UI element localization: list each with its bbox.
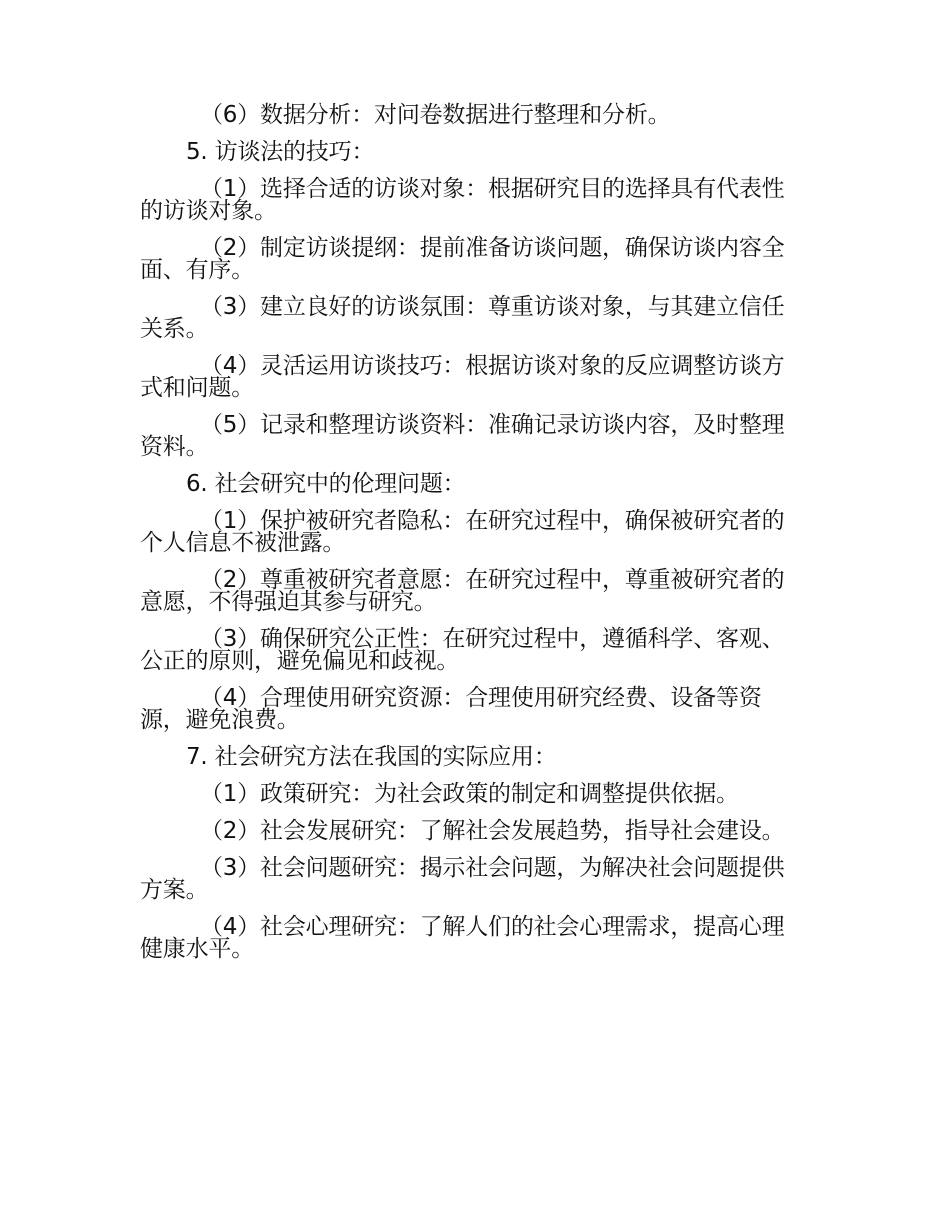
list-item-2: （2）社会发展研究：了解社会发展趋势，指导社会建设。 [200, 818, 785, 844]
list-item-3: （3）建立良好的访谈氛围：尊重访谈对象，与其建立信任关系。 [140, 294, 785, 342]
list-item-4: （4）社会心理研究：了解人们的社会心理需求，提高心理健康水平。 [140, 914, 785, 962]
list-item-6-data-analysis: （6）数据分析：对问卷数据进行整理和分析。 [200, 102, 671, 128]
list-item-1: （1）保护被研究者隐私：在研究过程中，确保被研究者的个人信息不被泄露。 [140, 508, 785, 556]
section-heading-5: 5. 访谈法的技巧： [186, 139, 375, 165]
list-item-5: （5）记录和整理访谈资料：准确记录访谈内容，及时整理资料。 [140, 412, 785, 460]
section-heading-7: 7. 社会研究方法在我国的实际应用： [186, 744, 557, 770]
list-item-1: （1）政策研究：为社会政策的制定和调整提供依据。 [200, 781, 739, 807]
list-item-2: （2）尊重被研究者意愿：在研究过程中，尊重被研究者的意愿，不得强迫其参与研究。 [140, 567, 785, 615]
list-item-3: （3）确保研究公正性：在研究过程中，遵循科学、客观、公正的原则，避免偏见和歧视。 [140, 626, 785, 674]
section-heading-6: 6. 社会研究中的伦理问题： [186, 471, 466, 497]
list-item-2: （2）制定访谈提纲：提前准备访谈问题，确保访谈内容全面、有序。 [140, 235, 785, 283]
list-item-3: （3）社会问题研究：揭示社会问题，为解决社会问题提供方案。 [140, 855, 785, 903]
list-item-1: （1）选择合适的访谈对象：根据研究目的选择具有代表性的访谈对象。 [140, 176, 785, 224]
list-item-4: （4）灵活运用访谈技巧：根据访谈对象的反应调整访谈方式和问题。 [140, 353, 785, 401]
document-body [140, 104, 800, 975]
list-item-4: （4）合理使用研究资源：合理使用研究经费、设备等资源，避免浪费。 [140, 685, 762, 733]
